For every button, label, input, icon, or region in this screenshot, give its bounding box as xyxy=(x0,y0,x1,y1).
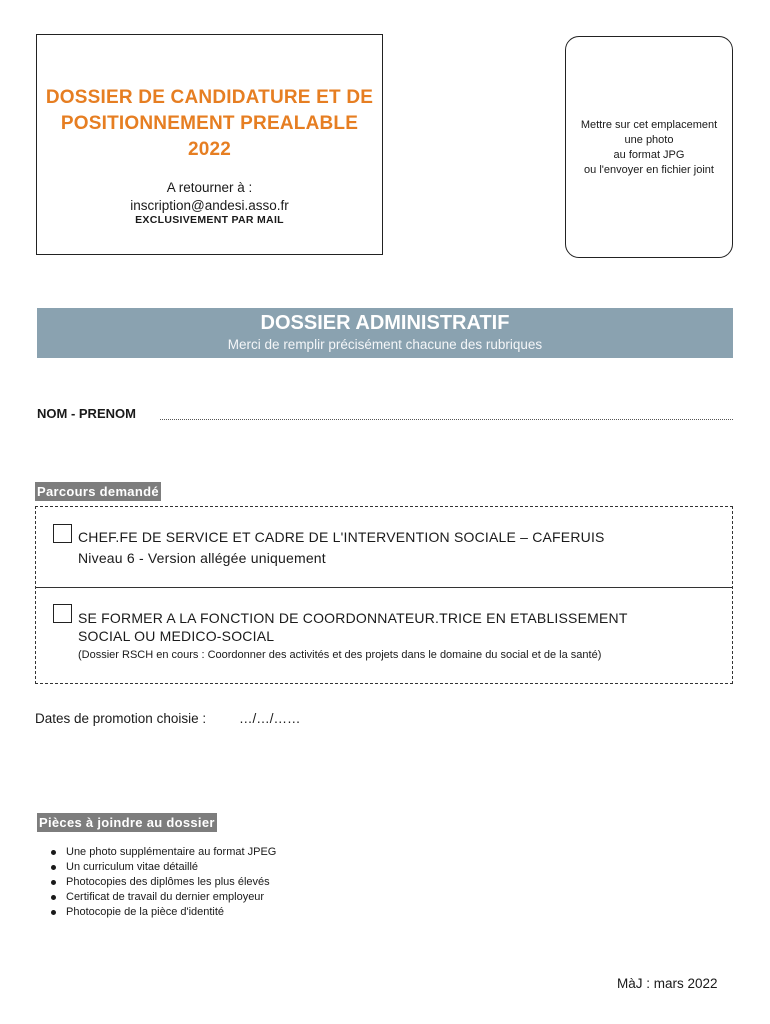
banner-subtitle: Merci de remplir précisément chacune des rubriques xyxy=(227,337,543,352)
photo-placeholder[interactable] xyxy=(565,36,733,258)
bullet-icon xyxy=(51,910,56,915)
pieces-heading: Pièces à joindre au dossier xyxy=(39,815,215,830)
update-date: MàJ : mars 2022 xyxy=(617,976,718,991)
dates-label: Dates de promotion choisie : xyxy=(35,711,207,726)
photo-instruction-line: une photo xyxy=(624,134,674,146)
banner-title: DOSSIER ADMINISTRATIF xyxy=(260,312,510,334)
pieces-list xyxy=(48,845,276,920)
list-item xyxy=(48,875,276,890)
section-banner xyxy=(37,308,733,358)
header-box xyxy=(36,34,383,255)
options-divider xyxy=(36,587,732,588)
coordonnateur-option-title-line2: SOCIAL OU MEDICO-SOCIAL xyxy=(78,628,275,644)
list-item-text: Un curriculum vitae détaillé xyxy=(66,861,199,873)
name-label: NOM - PRENOM xyxy=(37,406,136,421)
list-item xyxy=(48,860,276,875)
title-line: DOSSIER DE CANDIDATURE ET DE xyxy=(45,87,374,108)
document-title xyxy=(37,85,382,163)
list-item xyxy=(48,905,276,920)
email-address[interactable]: inscription@andesi.asso.fr xyxy=(130,198,289,213)
title-line: 2022 xyxy=(187,139,232,160)
list-item-text: Une photo supplémentaire au format JPEG xyxy=(66,846,277,858)
name-input-line[interactable] xyxy=(160,419,733,420)
list-item xyxy=(48,845,276,860)
title-line: POSITIONNEMENT PREALABLE xyxy=(60,113,359,134)
bullet-icon xyxy=(51,865,56,870)
caferuis-option-title: CHEF.FE DE SERVICE ET CADRE DE L'INTERVENTION SOCIALE – CAFERUIS xyxy=(78,529,605,545)
coordonnateur-checkbox[interactable] xyxy=(53,604,72,623)
mail-only-note: EXCLUSIVEMENT PAR MAIL xyxy=(135,214,284,226)
list-item xyxy=(48,890,276,905)
return-to-label: A retourner à : xyxy=(166,180,253,195)
bullet-icon xyxy=(51,895,56,900)
coordonnateur-option-title: SE FORMER A LA FONCTION DE COORDONNATEUR.TRICE EN ETABLISSEMENT xyxy=(78,610,628,626)
bullet-icon xyxy=(51,880,56,885)
photo-instruction-line: au format JPG xyxy=(613,149,685,161)
coordonnateur-option-note: (Dossier RSCH en cours : Coordonner des activités et des projets dans le domaine du social et de la santé) xyxy=(78,649,602,661)
photo-instructions xyxy=(566,118,732,178)
caferuis-option-subtitle: Niveau 6 - Version allégée uniquement xyxy=(78,550,326,566)
list-item-text: Photocopie de la pièce d'identité xyxy=(66,906,225,918)
photo-instruction-line: Mettre sur cet emplacement xyxy=(580,119,718,131)
photo-instruction-line: ou l'envoyer en fichier joint xyxy=(584,164,714,176)
list-item-text: Certificat de travail du dernier employeur xyxy=(66,891,265,903)
caferuis-checkbox[interactable] xyxy=(53,524,72,543)
bullet-icon xyxy=(51,850,56,855)
dates-input[interactable]: …/…/…… xyxy=(239,711,301,726)
list-item-text: Photocopies des diplômes les plus élevés xyxy=(66,876,270,888)
parcours-heading: Parcours demandé xyxy=(37,484,159,499)
